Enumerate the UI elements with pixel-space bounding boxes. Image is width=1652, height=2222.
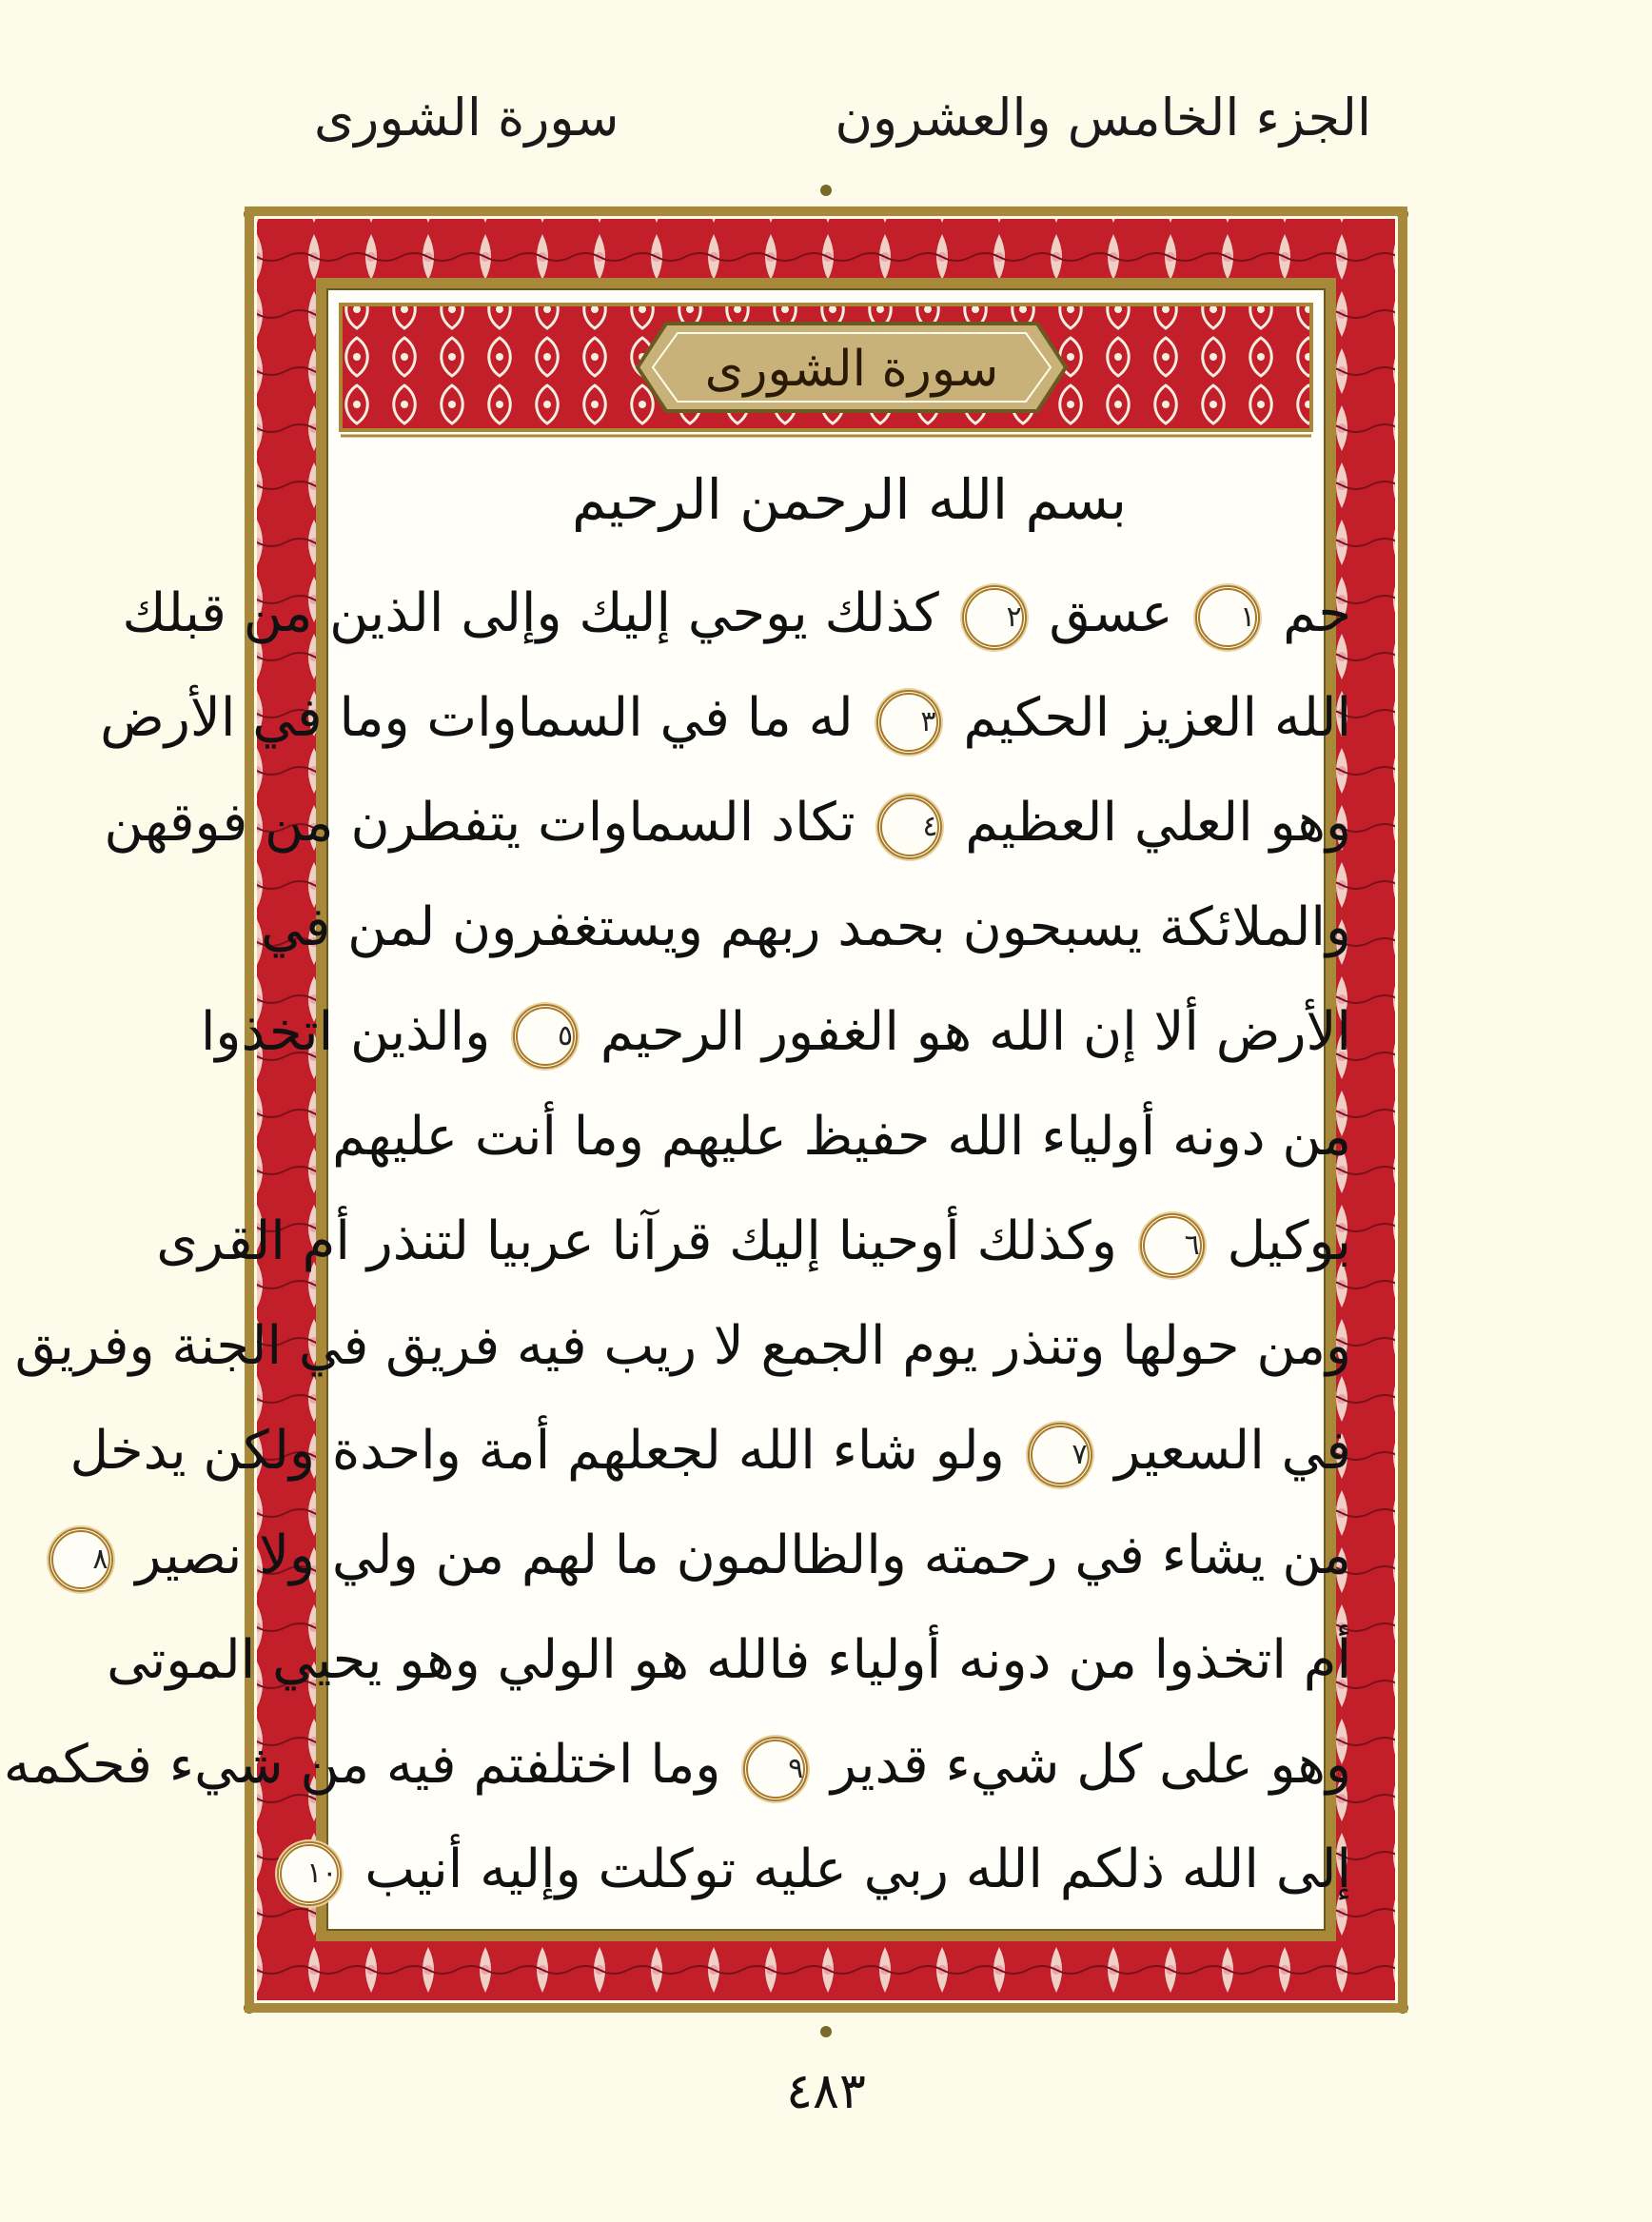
ayah-number-marker: ٩ [743,1737,808,1801]
verse-text: والملائكة يسبحون بحمد ربهم ويستغفرون لمن في [260,896,1351,958]
verse-text: كذلك يوحي إليك وإلى الذين من قبلك [122,582,939,644]
ayah-number-marker: ٦ [1140,1213,1205,1278]
verse-text: عسق [1049,582,1173,644]
ayah-number-marker: ٣ [876,690,941,755]
verse-line [3,1722,1351,1814]
verse-line [92,1513,1351,1604]
verse-line [306,1827,1351,1918]
ayah-number-marker: ٥ [513,1004,578,1069]
surah-title: سورة الشورى [704,341,999,398]
basmala: بسم الله الرحمن الرحيم [572,467,1127,532]
verse-line [200,990,1351,1081]
verse-line [122,571,1351,662]
verse-text-area [3,438,1351,1900]
ayah-number-marker: ٧ [1028,1423,1092,1487]
verse-line [260,885,1351,976]
juz-header: الجزء الخامس والعشرون [835,88,1371,147]
verse-text: ومن حولها وتنذر يوم الجمع لا ريب فيه فريق في الجنة وفريق [14,1315,1351,1377]
verse-text: له ما في السماوات وما في الأرض [100,687,854,749]
verse-text: في السعير [1114,1420,1351,1482]
ayah-number-marker: ١٠ [277,1841,342,1906]
verse-text: والذين اتخذوا [200,1001,491,1063]
verse-text: حم [1283,582,1351,644]
verse-line [107,1618,1351,1709]
verse-text: ولو شاء الله لجعلهم أمة واحدة ولكن يدخل [69,1420,1005,1482]
verse-text: من يشاء في رحمته والظالمون ما لهم من ولي ولا نصير [135,1524,1351,1586]
verse-text: تكاد السماوات يتفطرن من فوقهن [104,792,856,854]
verse-text: بوكيل [1227,1210,1351,1272]
ayah-number-marker: ٢ [962,585,1027,650]
verse-text: وكذلك أوحينا إليك قرآنا عربيا لتنذر أم القرى [156,1210,1117,1272]
verse-line [156,1199,1351,1290]
verse-text: الله العزيز الحكيم [963,687,1351,749]
verse-text: إلى الله ذلكم الله ربي عليه توكلت وإليه أنيب [364,1839,1351,1900]
verse-text: أم اتخذوا من دونه أولياء فالله هو الولي وهو يحيي الموتى [107,1629,1351,1691]
ayah-number-marker: ٤ [877,795,942,859]
surah-banner [642,324,1061,415]
ayah-number-marker: ٨ [49,1527,113,1592]
verse-line [100,676,1351,767]
verse-text: وهو العلي العظيم [965,792,1351,854]
surah-header: سورة الشورى [314,88,620,147]
verse-text: الأرض ألا إن الله هو الغفور الرحيم [600,1001,1351,1063]
verse-text: وما اختلفتم فيه من شيء فحكمه [3,1734,721,1796]
verse-line [332,1094,1351,1186]
verse-line [104,780,1351,872]
verse-line [69,1408,1351,1500]
verse-text: وهو على كل شيء قدير [831,1734,1351,1796]
verse-line [14,1304,1351,1395]
page-number: ٤٨٣ [786,2063,866,2120]
ayah-number-marker: ١ [1195,585,1260,650]
verse-text: من دونه أولياء الله حفيظ عليهم وما أنت عليهم [332,1106,1351,1168]
